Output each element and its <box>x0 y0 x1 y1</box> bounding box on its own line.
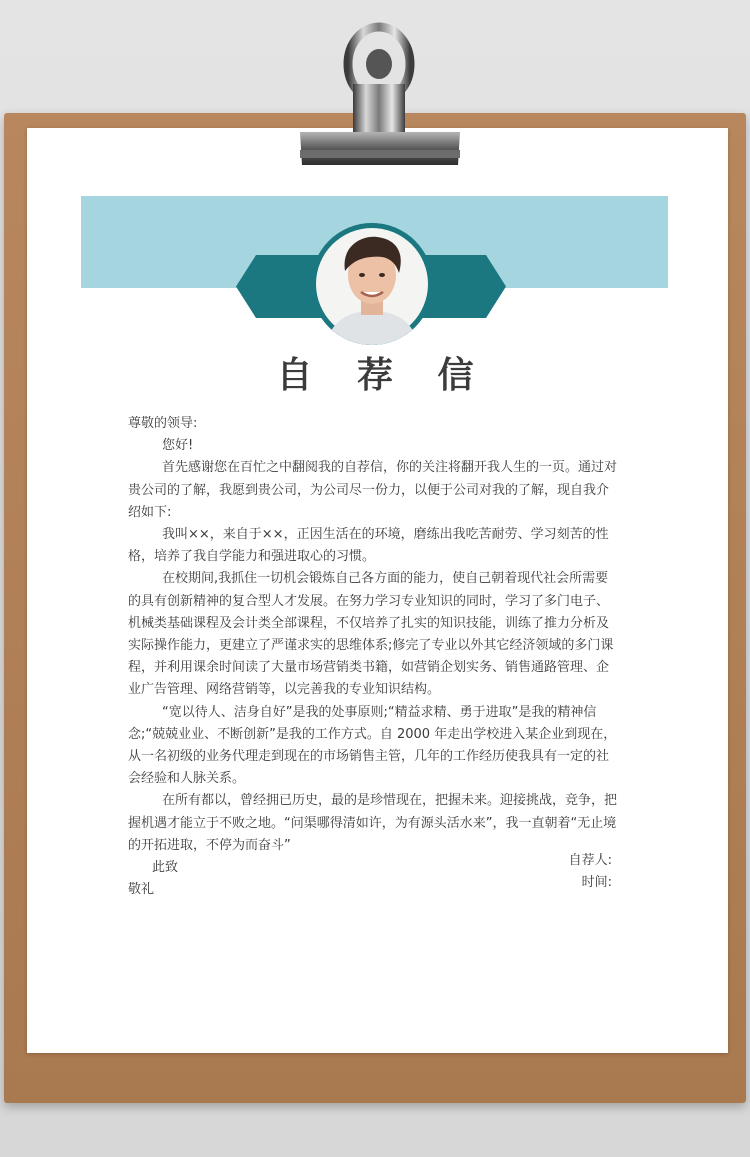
closing-line-2: 敬礼 <box>128 882 155 898</box>
page-title: 自 荐 信 <box>276 355 490 396</box>
paragraph-conclusion: 在所有都以，曾经拥已历史，最的是珍惜现在，把握未来。迎接挑战，竞争，把握机遇才能立于不败之地。“问渠哪得清如许，为有源头活水来”，我一直朝着“无止境的开拓进取，不停为而奋斗” <box>128 793 618 853</box>
date-label: 时间: <box>581 875 612 891</box>
avatar <box>311 223 433 345</box>
closing-line-1: 此致 <box>152 860 179 876</box>
salutation: 您好! <box>162 438 194 454</box>
signer-label: 自荐人: <box>568 853 612 868</box>
paragraph-background: 我叫××，来自于××，正因生活在的环境，磨练出我吃苦耐劳、学习刻苦的性格，培养了我自学能力和强进取心的习惯。 <box>128 527 609 565</box>
letter-body <box>128 413 618 901</box>
greeting: 尊敬的领导: <box>128 416 198 431</box>
signature-block <box>569 850 612 894</box>
paragraph-intro: 首先感谢您在百忙之中翻阅我的自荐信，你的关注将翻开我人生的一页。通过对贵公司的了解，我愿到贵公司，为公司尽一份力，以便于公司对我的了解，现自我介绍如下: <box>128 460 618 520</box>
paragraph-principles: “宽以待人、洁身自好”是我的处事原则;“精益求精、勇于进取”是我的精神信念;“兢兢业业、不断创新”是我的工作方式。自 2000 年走出学校进入某企业到现在，从一名初级的业务代理走到现在的市场销售主管，几年的工作经历使我具有一定的社会经验和人脉关系。 <box>128 704 617 787</box>
avatar-photo <box>311 223 433 345</box>
paragraph-education: 在校期间,我抓住一切机会锻炼自己各方面的能力，使自己朝着现代社会所需要的具有创新精神的复合型人才发展。在努力学习专业知识的同时，学习了多门电子、机械类基础课程及会计类全部课程，不仅培养了扎实的知识技能，训练了推力分析及实际操作能力，更建立了严谨求实的思维体系;修完了专业以外其它经济领域的多门课程，并利用课余时间读了大量市场营销类书籍，如营销企划实务、销售通路管理、企业广告管理、网络营销等，以完善我的专业知识结构。 <box>128 571 614 698</box>
